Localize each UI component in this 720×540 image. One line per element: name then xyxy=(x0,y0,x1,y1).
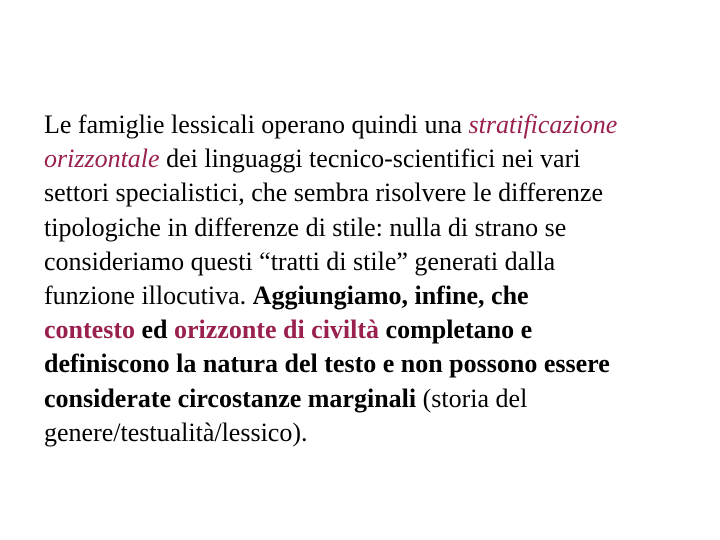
text-segment: definiscono la natura del testo e non possono essere xyxy=(44,349,610,379)
text-segment: genere/testualità/lessico). xyxy=(44,417,308,447)
text-line xyxy=(44,176,720,210)
text-line xyxy=(44,211,720,245)
highlighted-term: stratificazione xyxy=(468,110,618,139)
text-segment: Aggiungiamo, infine, che xyxy=(252,280,529,310)
body-paragraph xyxy=(44,108,720,450)
text-line xyxy=(44,108,720,142)
text-line xyxy=(44,347,720,381)
text-line xyxy=(44,382,720,416)
highlighted-term: contesto xyxy=(44,315,135,345)
text-segment: completano e xyxy=(379,315,533,345)
highlighted-term: orizzonte di civiltà xyxy=(173,315,380,345)
text-line xyxy=(44,279,720,313)
text-segment: ed xyxy=(134,315,174,345)
text-line xyxy=(44,416,720,450)
text-line xyxy=(44,313,720,347)
text-segment: consideriamo questi “tratti di stile” generati dalla xyxy=(44,246,556,276)
text-segment: Le famiglie lessicali operano quindi una xyxy=(44,110,469,139)
text-segment: (storia del xyxy=(416,383,528,413)
text-segment: considerate circostanze marginali xyxy=(44,383,417,413)
text-segment: tipologiche in differenze di stile: nulla di strano se xyxy=(44,212,567,242)
text-segment: settori specialistici, che sembra risolvere le differenze xyxy=(44,178,603,208)
text-line xyxy=(44,245,720,279)
text-segment: dei linguaggi tecnico-scientifici nei vari xyxy=(159,144,581,174)
text-segment: funzione illocutiva. xyxy=(44,280,253,310)
highlighted-term: orizzontale xyxy=(44,144,160,174)
text-line xyxy=(44,142,720,176)
